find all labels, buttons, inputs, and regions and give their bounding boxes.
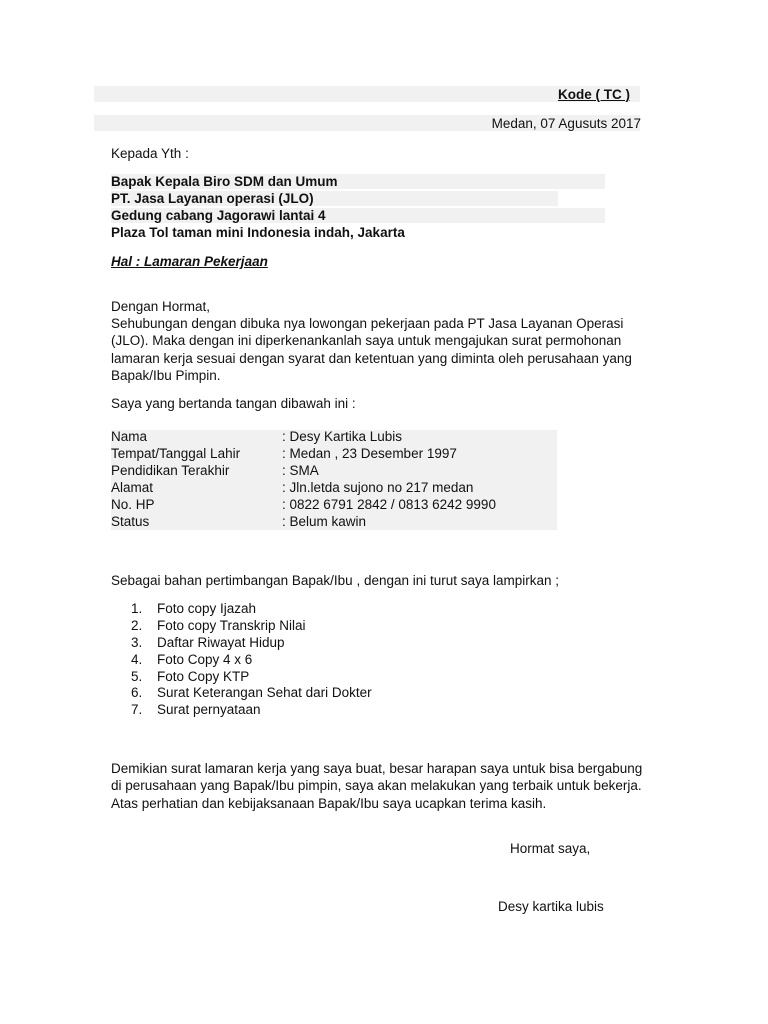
list-number: 6. — [131, 685, 143, 701]
info-label: No. HP — [111, 497, 155, 512]
letter-date: Medan, 07 Agusuts 2017 — [491, 116, 641, 131]
attachments-intro: Sebagai bahan pertimbangan Bapak/Ibu , dengan ini turut saya lampirkan ; — [111, 573, 560, 588]
list-number: 1. — [131, 601, 143, 616]
list-number: 2. — [131, 617, 143, 633]
info-value: : SMA — [282, 463, 319, 478]
info-value: : Belum kawin — [282, 514, 367, 529]
recipient-line: Bapak Kepala Biro SDM dan Umum — [111, 174, 338, 189]
list-text: Foto copy Ijazah — [157, 601, 257, 616]
list-number: 7. — [131, 702, 143, 718]
recipient-line: Gedung cabang Jagorawi lantai 4 — [111, 208, 326, 223]
list-text: Foto copy Transkrip Nilai — [157, 617, 306, 633]
closing-regards: Hormat saya, — [510, 841, 591, 856]
list-text: Foto Copy KTP — [157, 668, 250, 684]
signer-name: Desy kartika lubis — [498, 899, 604, 914]
closing-paragraph: Demikian surat lamaran kerja yang saya buat, besar harapan saya untuk bisa bergabung di perusahaan yang Bapak/Ibu pimpin, saya akan melakukan yang terbaik untuk bekerja. Atas perhatian dan kebijaksanaan Bapak/Ibu saya ucapkan terima kasih. — [111, 761, 643, 811]
greeting: Dengan Hormat, — [111, 299, 211, 314]
info-value: : Jln.letda sujono no 217 medan — [282, 480, 474, 495]
info-label: Pendidikan Terakhir — [111, 463, 230, 478]
document-code: Kode ( TC ) — [558, 87, 630, 102]
recipient-salutation: Kepada Yth : — [111, 146, 189, 161]
info-value: : Desy Kartika Lubis — [282, 429, 403, 444]
list-text: Surat Keterangan Sehat dari Dokter — [157, 685, 372, 701]
signer-intro: Saya yang bertanda tangan dibawah ini : — [111, 396, 356, 411]
info-label: Status — [111, 514, 150, 529]
info-value: : Medan , 23 Desember 1997 — [282, 446, 457, 461]
recipient-line: PT. Jasa Layanan operasi (JLO) — [111, 191, 314, 206]
letter-subject: Hal : Lamaran Pekerjaan — [111, 254, 268, 269]
list-number: 5. — [131, 668, 143, 684]
list-number: 3. — [131, 634, 143, 650]
info-label: Tempat/Tanggal Lahir — [111, 446, 241, 461]
intro-paragraph: Sehubungan dengan dibuka nya lowongan pekerjaan pada PT Jasa Layanan Operasi (JLO). Maka dengan ini diperkenankanlah saya untuk mengajukan surat permohonan lamaran kerja sesuai dengan syarat dan ketentuan yang diminta oleh perusahaan yang Bapak/Ibu Pimpin. — [111, 316, 632, 383]
list-text: Foto Copy 4 x 6 — [157, 651, 253, 667]
list-text: Daftar Riwayat Hidup — [157, 634, 285, 650]
recipient-line: Plaza Tol taman mini Indonesia indah, Jakarta — [111, 225, 405, 240]
info-value: : 0822 6791 2842 / 0813 6242 9990 — [282, 497, 496, 512]
info-label: Alamat — [111, 480, 154, 495]
info-label: Nama — [111, 429, 148, 444]
list-number: 4. — [131, 651, 143, 667]
list-text: Surat pernyataan — [157, 702, 261, 718]
